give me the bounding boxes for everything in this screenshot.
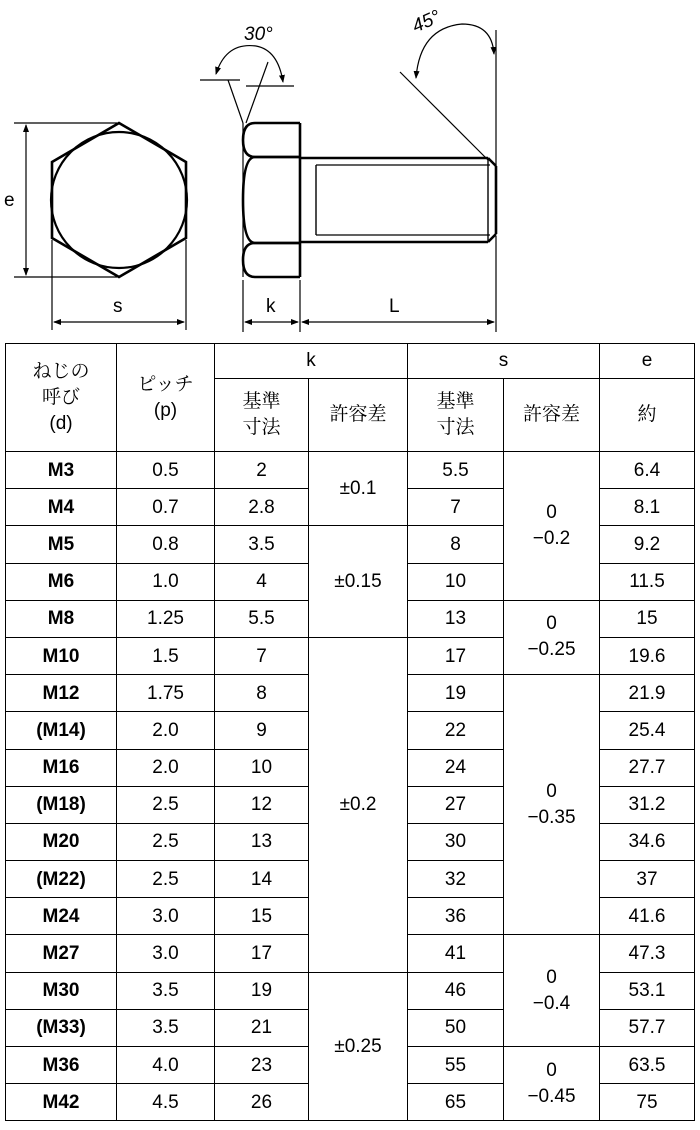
s-nominal-cell: 41 [408, 935, 504, 972]
k-nominal-cell: 8 [215, 675, 309, 712]
e-approx-cell: 15 [600, 600, 695, 637]
k-nominal-cell: 14 [215, 861, 309, 898]
pitch-cell: 4.5 [117, 1084, 215, 1121]
pitch-cell: 0.8 [117, 526, 215, 563]
k-nominal-cell: 12 [215, 786, 309, 823]
s-nominal-cell: 27 [408, 786, 504, 823]
pitch-cell: 2.5 [117, 786, 215, 823]
s-tolerance-lower: −0.25 [527, 639, 576, 661]
s-tolerance-cell [504, 935, 600, 1047]
k-nominal-cell: 19 [215, 972, 309, 1009]
e-approx-cell: 8.1 [600, 489, 695, 526]
s-nominal-cell: 30 [408, 823, 504, 860]
e-approx-cell: 25.4 [600, 712, 695, 749]
e-approx-cell: 47.3 [600, 935, 695, 972]
hex-bolt-drawing [0, 0, 700, 340]
thread-size-cell: M10 [6, 637, 117, 674]
pitch-cell: 1.75 [117, 675, 215, 712]
s-nominal-cell: 32 [408, 861, 504, 898]
e-approx-cell: 57.7 [600, 1009, 695, 1046]
thread-size-cell: M20 [6, 823, 117, 860]
k-nominal-cell: 15 [215, 898, 309, 935]
k-label: k [266, 296, 276, 317]
k-tolerance-cell: ±0.2 [309, 637, 408, 972]
k-nominal-cell: 21 [215, 1009, 309, 1046]
e-approx-cell: 27.7 [600, 749, 695, 786]
thread-size-cell: M5 [6, 526, 117, 563]
thread-size-cell: (M22) [6, 861, 117, 898]
L-label: L [389, 296, 400, 317]
s-nominal-cell: 7 [408, 489, 504, 526]
pitch-cell: 2.0 [117, 712, 215, 749]
chamfer-angle-45 [400, 24, 496, 166]
thread-size-cell: (M18) [6, 786, 117, 823]
s-nominal-cell: 10 [408, 563, 504, 600]
s-nominal-cell: 22 [408, 712, 504, 749]
k-nominal-cell: 10 [215, 749, 309, 786]
dimension-L [302, 236, 496, 332]
s-tolerance-upper: 0 [546, 966, 557, 988]
pitch-cell: 1.0 [117, 563, 215, 600]
k-nominal-cell: 26 [215, 1084, 309, 1121]
s-tolerance-lower: −0.2 [532, 527, 571, 549]
k-tolerance-cell: ±0.1 [309, 452, 408, 526]
s-tolerance-lower: −0.35 [527, 806, 576, 828]
bolt-spec-table [5, 343, 695, 1121]
pitch-cell: 0.7 [117, 489, 215, 526]
s-tolerance-upper: 0 [546, 501, 557, 523]
dimension-e [14, 123, 117, 277]
e-approx-cell: 19.6 [600, 637, 695, 674]
e-approx-cell: 21.9 [600, 675, 695, 712]
s-nominal-cell: 65 [408, 1084, 504, 1121]
thread-size-cell: M36 [6, 1047, 117, 1084]
header-thread-size: ねじの 呼び (d) [6, 344, 117, 452]
e-approx-cell: 75 [600, 1084, 695, 1121]
angle-45-label: 45° [409, 6, 444, 38]
k-nominal-cell: 4 [215, 563, 309, 600]
header-k: k [215, 344, 408, 379]
k-nominal-cell: 3.5 [215, 526, 309, 563]
e-approx-cell: 31.2 [600, 786, 695, 823]
thread-size-cell: M16 [6, 749, 117, 786]
pitch-cell: 3.0 [117, 898, 215, 935]
header-e-approx: 約 [600, 379, 695, 452]
thread-size-cell: M30 [6, 972, 117, 1009]
pitch-cell: 3.5 [117, 972, 215, 1009]
e-approx-cell: 9.2 [600, 526, 695, 563]
thread-size-cell: M42 [6, 1084, 117, 1121]
pitch-cell: 2.0 [117, 749, 215, 786]
k-nominal-cell: 17 [215, 935, 309, 972]
s-tolerance-lower: −0.4 [532, 992, 571, 1014]
header-s-tolerance: 許容差 [504, 379, 600, 452]
pitch-cell: 3.5 [117, 1009, 215, 1046]
s-nominal-cell: 13 [408, 600, 504, 637]
k-nominal-cell: 5.5 [215, 600, 309, 637]
thread-size-cell: M6 [6, 563, 117, 600]
s-nominal-cell: 50 [408, 1009, 504, 1046]
s-label: s [113, 296, 123, 317]
s-tolerance-cell [504, 600, 600, 674]
s-tolerance-cell [504, 452, 600, 601]
pitch-cell: 1.5 [117, 637, 215, 674]
s-tolerance-cell [504, 1047, 600, 1121]
k-nominal-cell: 2.8 [215, 489, 309, 526]
e-label: e [4, 190, 15, 211]
k-nominal-cell: 7 [215, 637, 309, 674]
header-k-nominal: 基準 寸法 [215, 379, 309, 452]
header-e: e [600, 344, 695, 379]
e-approx-cell: 11.5 [600, 563, 695, 600]
e-approx-cell: 53.1 [600, 972, 695, 1009]
pitch-cell: 2.5 [117, 823, 215, 860]
s-nominal-cell: 19 [408, 675, 504, 712]
bolt-shank [300, 158, 496, 242]
s-nominal-cell: 46 [408, 972, 504, 1009]
pitch-cell: 4.0 [117, 1047, 215, 1084]
header-k-tolerance: 許容差 [309, 379, 408, 452]
k-nominal-cell: 9 [215, 712, 309, 749]
bolt-head-side-view [243, 123, 300, 277]
s-tolerance-cell [504, 675, 600, 935]
k-nominal-cell: 13 [215, 823, 309, 860]
chamfer-angle-30 [200, 46, 294, 123]
pitch-cell: 3.0 [117, 935, 215, 972]
header-pitch: ピッチ (p) [117, 344, 215, 452]
hex-head-end-view [51, 123, 187, 277]
thread-size-cell: M3 [6, 452, 117, 489]
header-s: s [408, 344, 600, 379]
e-approx-cell: 34.6 [600, 823, 695, 860]
k-nominal-cell: 2 [215, 452, 309, 489]
header-s-nominal: 基準 寸法 [408, 379, 504, 452]
s-nominal-cell: 5.5 [408, 452, 504, 489]
e-approx-cell: 6.4 [600, 452, 695, 489]
pitch-cell: 0.5 [117, 452, 215, 489]
e-approx-cell: 37 [600, 861, 695, 898]
table-row [6, 452, 695, 489]
angle-30-label: 30° [244, 24, 273, 45]
k-tolerance-cell: ±0.15 [309, 526, 408, 638]
thread-size-cell: (M33) [6, 1009, 117, 1046]
s-tolerance-upper: 0 [546, 613, 557, 635]
s-nominal-cell: 24 [408, 749, 504, 786]
s-tolerance-lower: −0.45 [527, 1085, 576, 1107]
s-tolerance-upper: 0 [546, 1059, 557, 1081]
e-approx-cell: 41.6 [600, 898, 695, 935]
thread-size-cell: M8 [6, 600, 117, 637]
k-tolerance-cell: ±0.25 [309, 972, 408, 1121]
k-nominal-cell: 23 [215, 1047, 309, 1084]
pitch-cell: 1.25 [117, 600, 215, 637]
e-approx-cell: 63.5 [600, 1047, 695, 1084]
s-nominal-cell: 17 [408, 637, 504, 674]
s-nominal-cell: 55 [408, 1047, 504, 1084]
s-nominal-cell: 36 [408, 898, 504, 935]
thread-size-cell: M24 [6, 898, 117, 935]
thread-size-cell: M12 [6, 675, 117, 712]
thread-size-cell: (M14) [6, 712, 117, 749]
pitch-cell: 2.5 [117, 861, 215, 898]
s-nominal-cell: 8 [408, 526, 504, 563]
s-tolerance-upper: 0 [546, 780, 557, 802]
thread-size-cell: M4 [6, 489, 117, 526]
thread-size-cell: M27 [6, 935, 117, 972]
